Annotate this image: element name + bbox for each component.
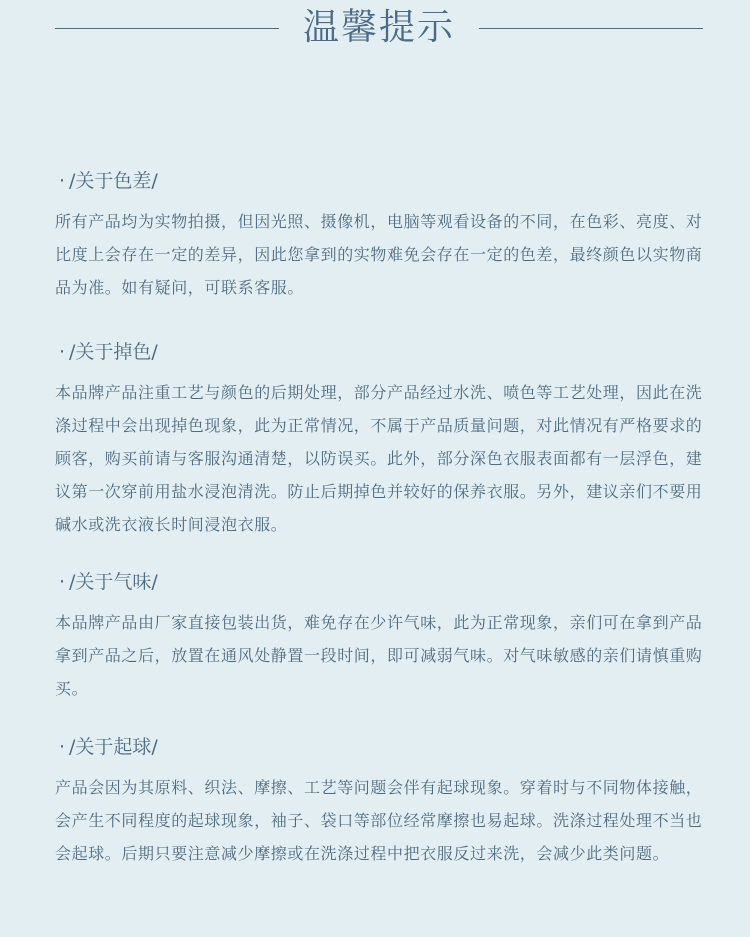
section-heading: [55, 735, 710, 759]
section-heading-text: /关于起球/: [69, 736, 158, 758]
bullet-dot: ·: [58, 341, 66, 363]
section-color-difference: [55, 169, 710, 304]
section-body: 本品牌产品注重工艺与颜色的后期处理，部分产品经过水洗、喷色等工艺处理，因此在洗涤过程中会出现掉色现象，此为正常情况，不属于产品质量问题，对此情况有严格要求的顾客，购买前请与客服沟通清楚，以防误买。此外，部分深色衣服表面都有一层浮色，建议第一次穿前用盐水浸泡清洗。防止后期掉色并较好的保养衣服。另外，建议亲们不要用碱水或洗衣液长时间浸泡衣服。: [55, 383, 703, 534]
bullet-dot: ·: [58, 170, 66, 192]
section-odor: [55, 570, 710, 705]
section-body: 所有产品均为实物拍摄，但因光照、摄像机，电脑等观看设备的不同，在色彩、亮度、对比度上会存在一定的差异，因此您拿到的实物难免会存在一定的色差，最终颜色以实物商品为准。如有疑问，可联系客服。: [55, 212, 703, 297]
bullet-dot: ·: [58, 571, 66, 593]
section-heading-text: /关于色差/: [69, 170, 158, 192]
header-divider-right: [479, 28, 703, 29]
section-body: 产品会因为其原料、织法、摩擦、工艺等问题会伴有起球现象。穿着时与不同物体接触，会产生不同程度的起球现象，袖子、袋口等部位经常摩擦也易起球。洗涤过程处理不当也会起球。后期只要注意减少摩擦或在洗涤过程中把衣服反过来洗，会减少此类问题。: [55, 778, 703, 863]
bullet-dot: ·: [58, 736, 66, 758]
page-title: 温馨提示: [302, 7, 455, 48]
section-body: 本品牌产品由厂家直接包装出货，难免存在少许气味，此为正常现象，亲们可在拿到产品拿到产品之后，放置在通风处静置一段时间，即可减弱气味。对气味敏感的亲们请慎重购买。: [55, 613, 703, 698]
section-heading-text: /关于掉色/: [69, 341, 158, 363]
section-heading: [55, 570, 710, 594]
section-pilling: [55, 735, 710, 870]
page-header: [0, 0, 750, 60]
section-heading: [55, 340, 710, 364]
section-heading-text: /关于气味/: [69, 571, 158, 593]
section-color-fading: [55, 340, 710, 541]
section-heading: [55, 169, 710, 193]
header-divider-left: [55, 28, 279, 29]
